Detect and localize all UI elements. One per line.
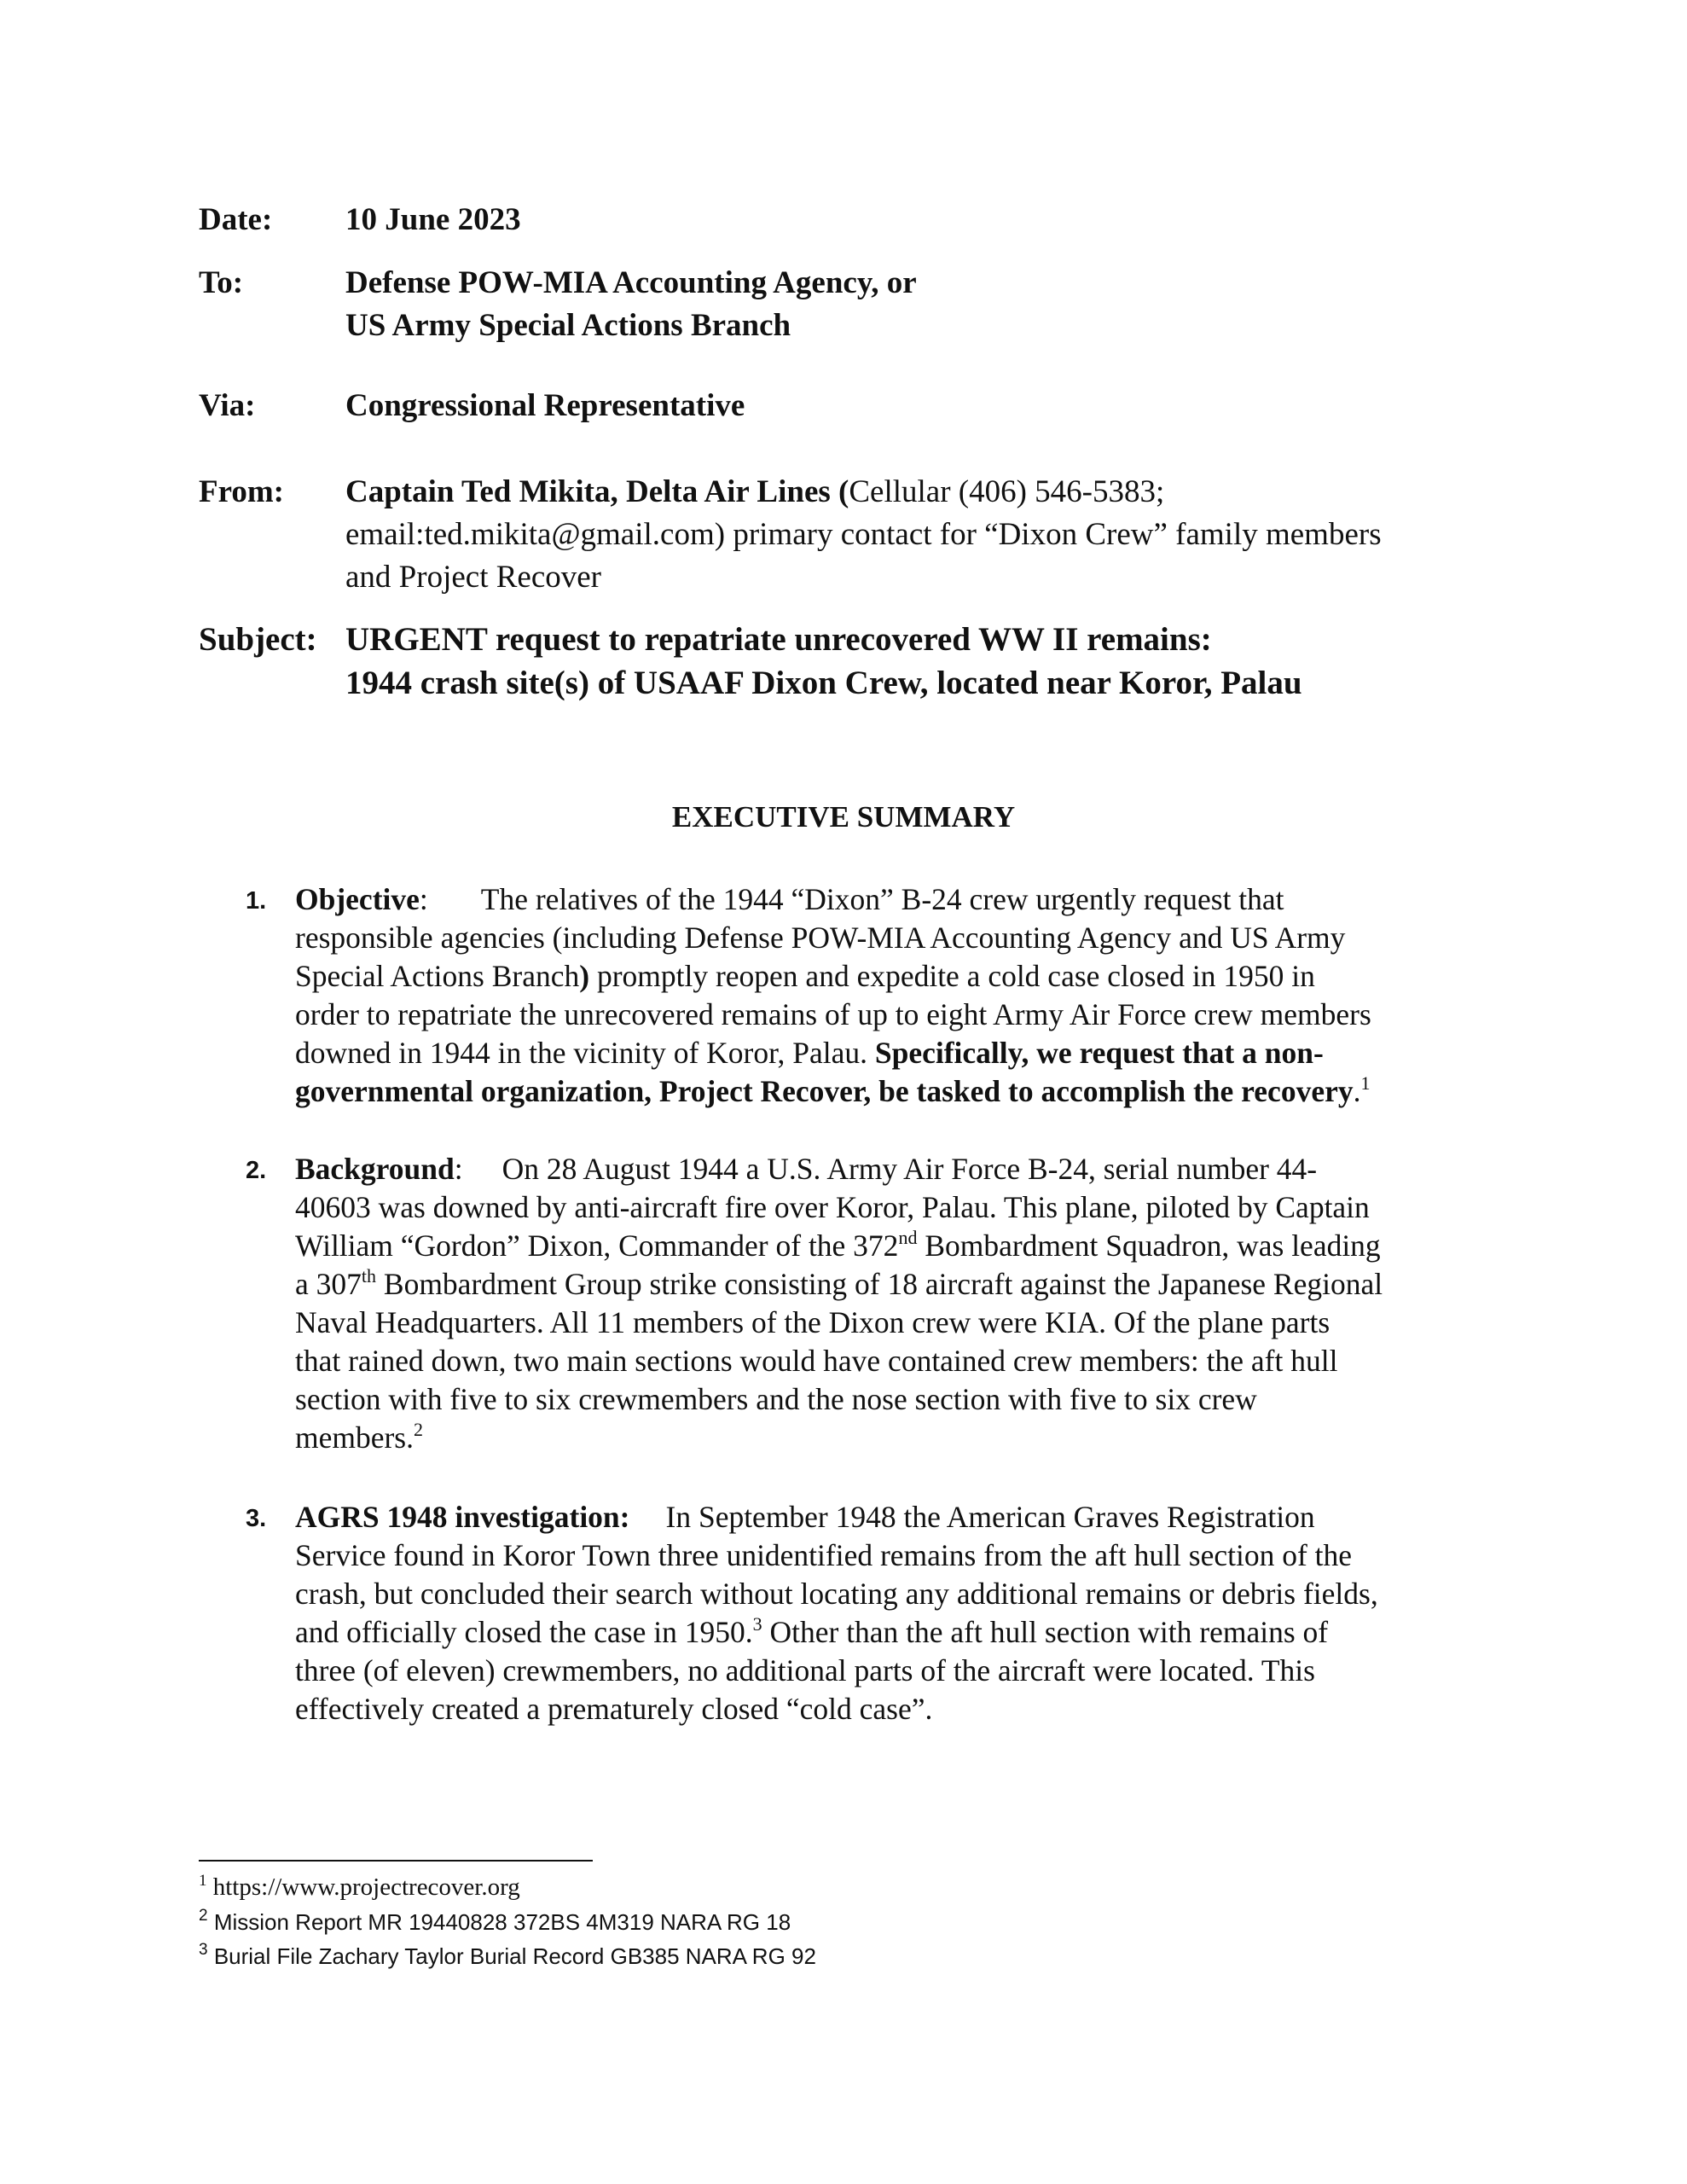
item-number: 3.	[246, 1505, 267, 1532]
footnote-ref: 2	[414, 1419, 424, 1440]
footnote-marker: 1	[199, 1872, 207, 1890]
item-line: Background: On 28 August 1944 a U.S. Army Air Force B-24, serial number 44-	[295, 1152, 1318, 1186]
item-line: governmental organization, Project Recover, be tasked to accomplish the recovery.$^1$	[295, 1072, 1371, 1108]
to-line-2: US Army Special Actions Branch	[345, 308, 791, 343]
item-line: three (of eleven) crewmembers, no additional parts of the aircraft were located. This	[295, 1653, 1315, 1687]
summary-item-objective	[246, 880, 1506, 1111]
item-line: responsible agencies (including Defense POW-MIA Accounting Agency and US Army	[295, 921, 1346, 955]
item-title: Objective	[295, 882, 420, 916]
footnote-1	[199, 1871, 520, 1903]
footnote-2	[199, 1906, 791, 1938]
to-label: To:	[199, 265, 244, 300]
footnote-marker: 2	[199, 1907, 208, 1925]
from-phone: Cellular (406) 546-5383;	[849, 474, 1165, 509]
footnote-text: Mission Report MR 19440828 372BS 4M319 NARA RG 18	[213, 1909, 791, 1935]
subject-line-1: URGENT request to repatriate unrecovered WW II remains:	[345, 621, 1212, 658]
item-line: a 307th Bombardment Group strike consisting of 18 aircraft against the Japanese Regional	[295, 1265, 1383, 1301]
summary-item-background	[246, 1150, 1506, 1457]
from-line-2: email:ted.mikita@gmail.com) primary contact for “Dixon Crew” family members	[345, 517, 1382, 552]
item-line: members.$^2$	[295, 1419, 424, 1455]
item-title: Background	[295, 1152, 455, 1186]
subject-label: Subject:	[199, 621, 317, 658]
from-label: From:	[199, 474, 284, 509]
item-line: and officially closed the case in 1950.$^3$ Other than the aft hull section with remains of	[295, 1613, 1329, 1649]
from-line-1	[345, 470, 1164, 514]
footnote-ref: 1	[1360, 1072, 1371, 1094]
date-value: 10 June 2023	[345, 202, 521, 237]
item-line: 40603 was downed by anti-aircraft fire over Koror, Palau. This plane, piloted by Captain	[295, 1190, 1370, 1224]
item-line: crash, but concluded their search without locating any additional remains or debris fields,	[295, 1577, 1378, 1611]
via-label: Via:	[199, 388, 256, 423]
from-line-3: and Project Recover	[345, 560, 601, 595]
item-number: 1.	[246, 887, 267, 915]
footnote-ref: 3	[752, 1613, 762, 1635]
item-line: that rained down, two main sections would have contained crew members: the aft hull	[295, 1344, 1338, 1378]
item-number: 2.	[246, 1157, 267, 1184]
date-label: Date:	[199, 202, 273, 237]
item-line: downed in 1944 in the vicinity of Koror, Palau. Specifically, we request that a non-	[295, 1036, 1324, 1070]
footnote-3	[199, 1940, 816, 1972]
item-line: AGRS 1948 investigation: In September 1948 the American Graves Registration	[295, 1500, 1315, 1534]
item-line: Naval Headquarters. All 11 members of the Dixon crew were KIA. Of the plane parts	[295, 1305, 1330, 1339]
footnote-text: Burial File Zachary Taylor Burial Record GB385 NARA RG 92	[213, 1943, 816, 1969]
item-line: section with five to six crewmembers and the nose section with five to six crew	[295, 1382, 1257, 1416]
footnote-marker: 3	[199, 1941, 208, 1959]
item-line: Objective: The relatives of the 1944 “Dixon” B-24 crew urgently request that	[295, 882, 1284, 916]
from-sender: Captain Ted Mikita, Delta Air Lines (	[345, 474, 849, 509]
subject-line-2: 1944 crash site(s) of USAAF Dixon Crew, located near Koror, Palau	[345, 665, 1302, 701]
item-line: Special Actions Branch) promptly reopen and expedite a cold case closed in 1950 in	[295, 959, 1315, 993]
footnote-link[interactable]: https://www.projectrecover.org	[212, 1873, 520, 1901]
summary-item-agrs-investigation	[246, 1498, 1506, 1728]
footnote-separator	[199, 1860, 593, 1862]
via-value: Congressional Representative	[345, 388, 745, 423]
item-line: effectively created a prematurely closed “cold case”.	[295, 1692, 933, 1726]
executive-summary-heading: EXECUTIVE SUMMARY	[671, 800, 1016, 834]
item-line: order to repatriate the unrecovered remains of up to eight Army Air Force crew members	[295, 997, 1371, 1031]
item-line: William “Gordon” Dixon, Commander of the 372nd Bombardment Squadron, was leading	[295, 1227, 1381, 1263]
to-line-1: Defense POW-MIA Accounting Agency, or	[345, 265, 917, 300]
item-line: Service found in Koror Town three unidentified remains from the aft hull section of the	[295, 1538, 1353, 1572]
item-title: AGRS 1948 investigation:	[295, 1500, 630, 1534]
